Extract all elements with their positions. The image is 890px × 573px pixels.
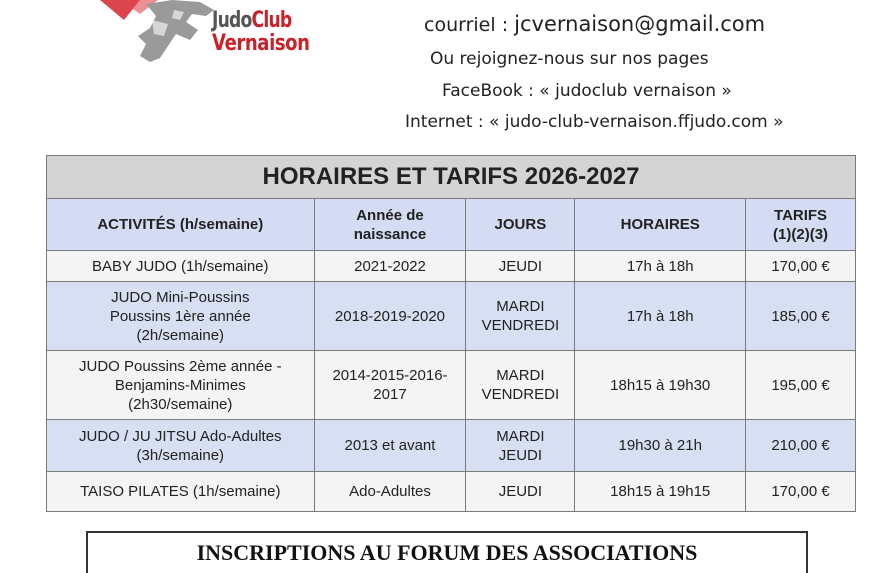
- cell-horaires: 17h à 18h: [575, 251, 746, 282]
- header-tarifs: [746, 199, 856, 251]
- table-title-row: [47, 156, 856, 199]
- club-logo: [80, 0, 320, 70]
- contact-join-text: Ou rejoignez-nous sur nos pages: [430, 49, 709, 69]
- cell-jours-line: JEUDI: [498, 483, 543, 500]
- cell-jours-line: VENDREDI: [481, 317, 560, 334]
- cell-activite-line: Benjamins-Minimes: [114, 376, 246, 394]
- email-address[interactable]: jcvernaison@gmail.com: [514, 12, 766, 36]
- cell-jours: [466, 351, 575, 420]
- header-tarifs-line1: TARIFS: [774, 206, 828, 224]
- email-label: courriel :: [424, 14, 515, 36]
- cell-horaires: 17h à 18h: [575, 282, 746, 351]
- cell-jours: [466, 251, 575, 282]
- cell-naissance: [314, 420, 466, 472]
- header-jours: JOURS: [466, 199, 575, 251]
- table-title: HORAIRES ET TARIFS 2026-2027: [47, 156, 856, 199]
- contact-email-line: [424, 12, 765, 36]
- cell-tarif: 195,00 €: [746, 351, 856, 420]
- cell-naissance-line: 2017: [373, 386, 407, 403]
- header-annee-line1: Année de: [356, 206, 424, 224]
- cell-tarif: 170,00 €: [746, 251, 856, 282]
- table-row: [47, 420, 856, 472]
- judoka-silhouette-icon: [80, 0, 220, 70]
- cell-activite-line: JUDO Mini-Poussins: [111, 288, 250, 306]
- table-row: [47, 251, 856, 282]
- cell-activite-line: (3h/semaine): [136, 446, 225, 464]
- cell-activite-line: BABY JUDO (1h/semaine): [92, 257, 269, 275]
- table-row: [47, 472, 856, 512]
- cell-jours-line: MARDI: [496, 427, 545, 445]
- cell-horaires: 18h15 à 19h15: [575, 472, 746, 512]
- cell-naissance-line: 2021-2022: [354, 257, 426, 275]
- cell-jours-line: MARDI: [496, 298, 545, 315]
- table-row: [47, 282, 856, 351]
- header-annee: [314, 199, 466, 251]
- table-row: [47, 351, 856, 420]
- cell-activite: [47, 351, 315, 420]
- cell-naissance-line: 2018-2019-2020: [334, 307, 446, 325]
- cell-naissance: [314, 251, 466, 282]
- logo-text-judo: Judo: [212, 8, 252, 33]
- cell-naissance-line: 2013 et avant: [344, 437, 436, 454]
- contact-internet-text[interactable]: Internet : « judo-club-vernaison.ffjudo.com »: [405, 112, 784, 132]
- contact-facebook-text[interactable]: FaceBook : « judoclub vernaison »: [442, 81, 732, 101]
- cell-activite-line: JUDO / JU JITSU Ado-Adultes: [79, 427, 282, 445]
- header-tarifs-line2: (1)(2)(3): [773, 225, 829, 243]
- cell-horaires: 19h30 à 21h: [575, 420, 746, 472]
- forum-banner-text: INSCRIPTIONS AU FORUM DES ASSOCIATIONS: [196, 540, 698, 565]
- schedule-table: [46, 155, 856, 512]
- table-header-row: [47, 199, 856, 251]
- cell-naissance-line: Ado-Adultes: [349, 483, 431, 500]
- cell-tarif: 210,00 €: [746, 420, 856, 472]
- cell-activite: [47, 251, 315, 282]
- cell-activite-line: (2h30/semaine): [128, 395, 233, 413]
- cell-activite-line: TAISO PILATES (1h/semaine): [80, 483, 281, 500]
- cell-jours-line: JEUDI: [498, 257, 543, 275]
- cell-tarif: 185,00 €: [746, 282, 856, 351]
- cell-naissance-line: 2014-2015-2016-: [332, 367, 448, 384]
- cell-activite-line: (2h/semaine): [136, 326, 225, 344]
- cell-activite-line: Poussins 1ère année: [109, 307, 251, 325]
- cell-naissance: [314, 351, 466, 420]
- cell-jours: [466, 420, 575, 472]
- logo-text-vernaison: Vernaison: [212, 31, 310, 56]
- cell-jours-line: VENDREDI: [481, 386, 560, 403]
- cell-tarif: 170,00 €: [746, 472, 856, 512]
- cell-naissance: [314, 472, 466, 512]
- forum-banner: [86, 531, 808, 573]
- header-horaires: HORAIRES: [575, 199, 746, 251]
- cell-activite-line: JUDO Poussins 2ème année -: [78, 357, 282, 375]
- logo-text-judoclub: [212, 10, 291, 32]
- header-activites: ACTIVITÉS (h/semaine): [47, 199, 315, 251]
- cell-horaires: 18h15 à 19h30: [575, 351, 746, 420]
- logo-text-club: Club: [251, 8, 292, 33]
- table-body: [47, 251, 856, 512]
- header-annee-line2: naissance: [353, 225, 427, 243]
- cell-activite: [47, 472, 315, 512]
- cell-jours-line: JEUDI: [498, 446, 543, 464]
- cell-jours: [466, 282, 575, 351]
- cell-activite: [47, 282, 315, 351]
- cell-jours-line: MARDI: [496, 367, 545, 384]
- cell-activite: [47, 420, 315, 472]
- cell-jours: [466, 472, 575, 512]
- cell-naissance: [314, 282, 466, 351]
